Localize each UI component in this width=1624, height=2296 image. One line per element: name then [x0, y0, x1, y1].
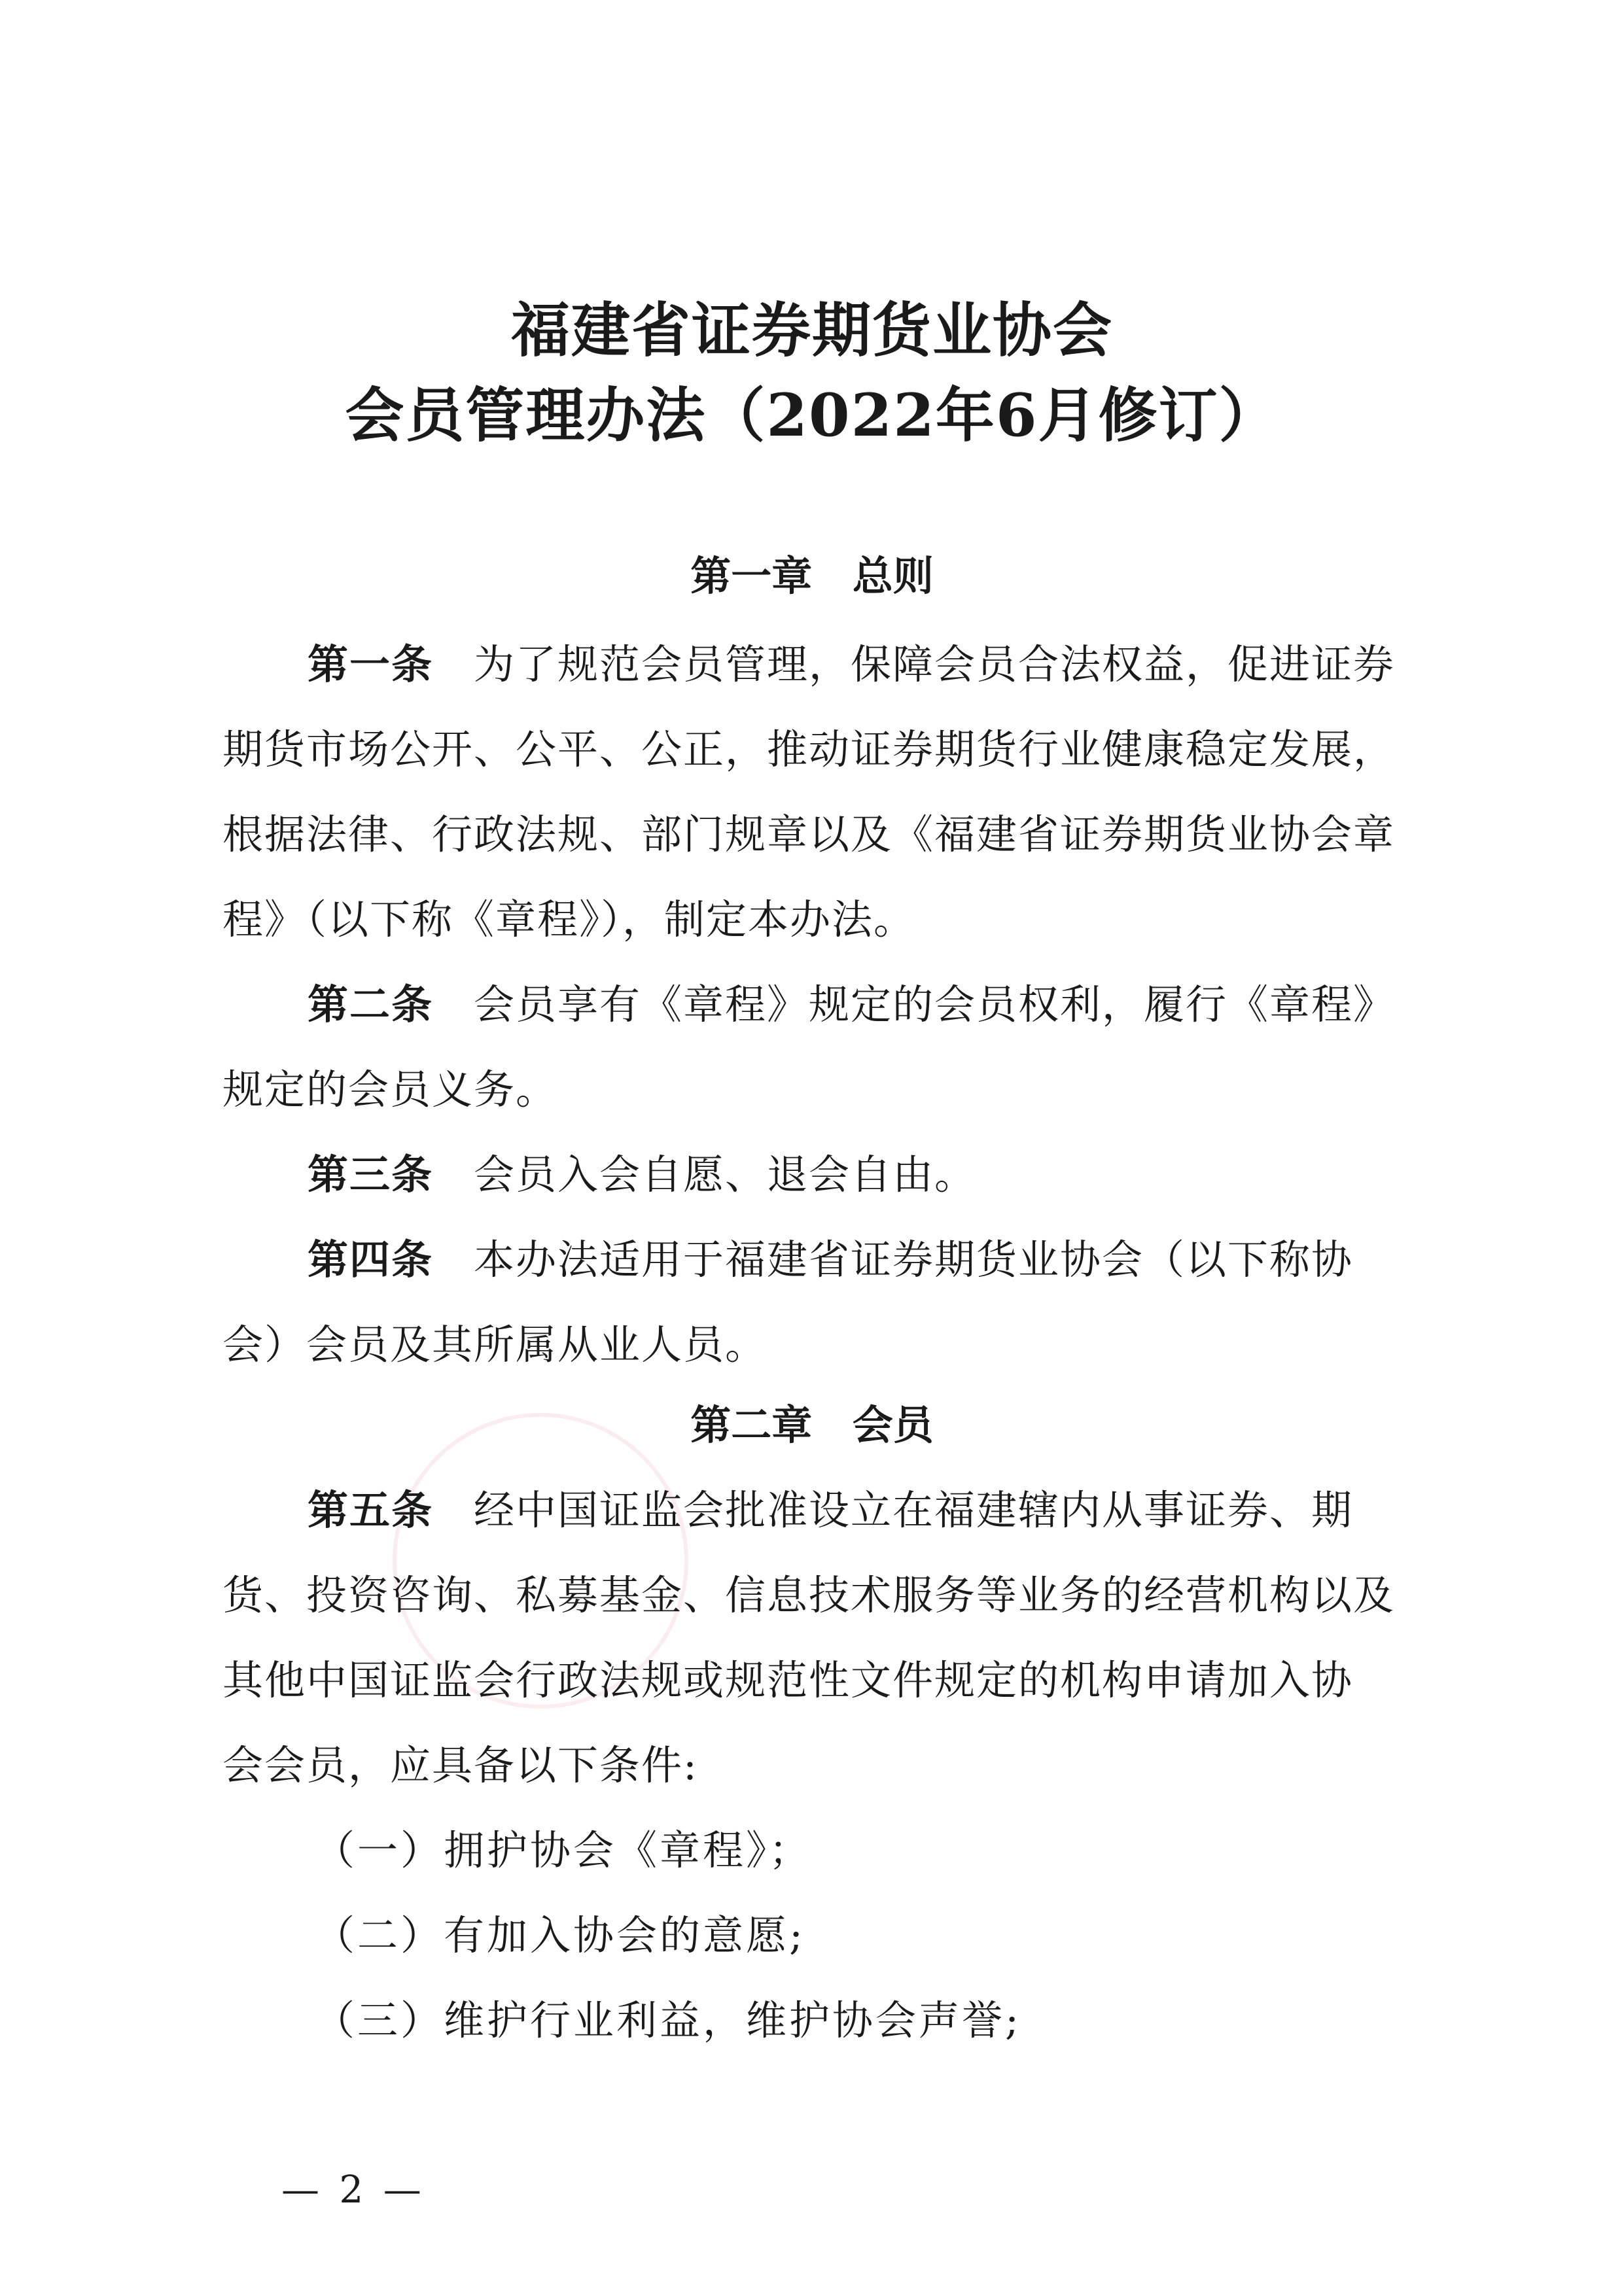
condition-item-3: （三）维护行业利益，维护协会声誉;	[314, 1996, 1021, 2044]
article-5-text-1: 经中国证监会批准设立在福建辖内从事证券、期	[474, 1486, 1354, 1534]
chapter-2-heading: 第二章 会员	[690, 1401, 934, 1449]
condition-item-1: （一）拥护协会《章程》；	[314, 1826, 813, 1874]
article-2-line-1	[308, 981, 1420, 1028]
article-1-line-1	[308, 640, 1420, 688]
article-5-line-1	[308, 1486, 1420, 1534]
article-1-line-4: 程》（以下称《章程》），制定本办法。	[222, 896, 916, 943]
article-1-text-1: 为了规范会员管理，保障会员合法权益，促进证券	[474, 640, 1396, 688]
article-3-label: 第三条	[308, 1151, 434, 1198]
document-title-line-2: 会员管理办法（2022年6月修订）	[345, 381, 1279, 450]
condition-item-2: （二）有加入协会的意愿;	[314, 1911, 805, 1959]
article-1-label: 第一条	[308, 640, 434, 688]
article-2-text-1: 会员享有《章程》规定的会员权利，履行《章程》	[474, 981, 1396, 1028]
article-4-line-2: 会）会员及其所属从业人员。	[222, 1321, 768, 1368]
article-4-label: 第四条	[308, 1236, 434, 1283]
article-5-line-2: 货、投资咨询、私募基金、信息技术服务等业务的经营机构以及	[222, 1571, 1396, 1619]
article-4-line-1	[308, 1236, 1420, 1283]
article-5-line-3: 其他中国证监会行政法规或规范性文件规定的机构申请加入协	[222, 1656, 1354, 1704]
chapter-1-heading: 第一章 总则	[690, 552, 934, 600]
article-3-text-1: 会员入会自愿、退会自由。	[474, 1151, 977, 1198]
article-5-line-4: 会会员，应具备以下条件:	[222, 1741, 698, 1789]
article-1-line-2: 期货市场公开、公平、公正，推动证券期货行业健康稳定发展，	[222, 725, 1396, 773]
article-5-label: 第五条	[308, 1486, 434, 1534]
document-title-line-1: 福建省证券期货业协会	[511, 296, 1113, 365]
article-2-line-2: 规定的会员义务。	[222, 1066, 558, 1113]
article-2-label: 第二条	[308, 981, 434, 1028]
page-number: — 2 —	[281, 2167, 425, 2212]
article-4-text-1: 本办法适用于福建省证券期货业协会（以下称协	[474, 1236, 1354, 1283]
article-3-line-1	[308, 1151, 1420, 1198]
article-1-line-3: 根据法律、行政法规、部门规章以及《福建省证券期货业协会章	[222, 810, 1396, 858]
